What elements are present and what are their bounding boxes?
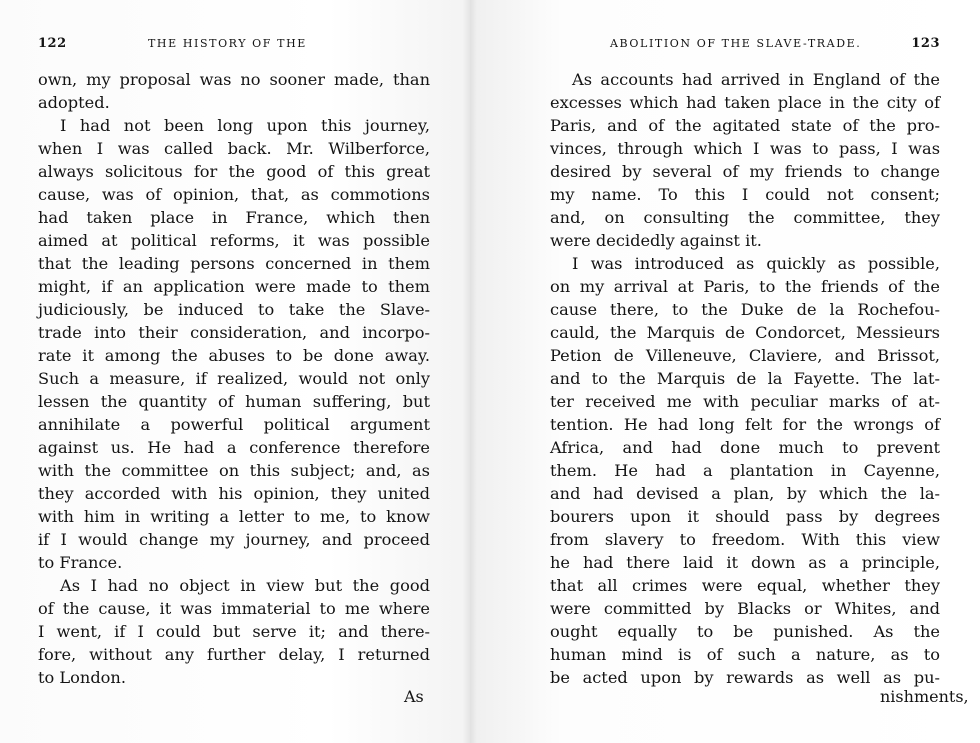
text-line: from slavery to freedom. With this view — [550, 530, 940, 549]
left-catchword: As — [404, 687, 424, 706]
text-line: annihilate a powerful political argument — [38, 415, 430, 434]
left-running-head: THE HISTORY OF THE — [148, 37, 307, 50]
book-gutter — [463, 0, 477, 743]
text-line: human mind is of such a nature, as to — [550, 645, 940, 664]
text-line: were committed by Blacks or Whites, and — [550, 599, 940, 618]
text-line: of the cause, it was immaterial to me where — [38, 599, 430, 618]
text-line: Africa, and had done much to prevent — [550, 438, 940, 457]
left-page-header — [38, 36, 433, 54]
left-page-text — [38, 68, 430, 689]
left-page-number: 122 — [38, 36, 67, 51]
text-line: against us. He had a conference therefore — [38, 438, 430, 457]
text-line: trade into their consideration, and incorpo- — [38, 323, 430, 342]
text-line: my name. To this I could not consent; — [550, 185, 940, 204]
right-running-head: ABOLITION OF THE SLAVE-TRADE. — [610, 37, 862, 50]
text-line: ter received me with peculiar marks of at- — [550, 392, 940, 411]
right-page-number: 123 — [911, 36, 940, 51]
text-line: them. He had a plantation in Cayenne, — [550, 461, 940, 480]
text-line: adopted. — [38, 93, 110, 112]
text-line: Petion de Villeneuve, Claviere, and Brissot, — [550, 346, 940, 365]
text-line: if I would change my journey, and proceed — [38, 530, 430, 549]
text-line: when I was called back. Mr. Wilberforce, — [38, 139, 430, 158]
right-page — [470, 0, 980, 743]
text-line: and to the Marquis de la Fayette. The lat- — [550, 369, 940, 388]
text-line: to France. — [38, 553, 123, 572]
text-line: always solicitous for the good of this great — [38, 162, 430, 181]
text-line: As I had no object in view but the good — [60, 576, 430, 595]
right-catchword: nishments, — [880, 687, 969, 706]
text-line: fore, without any further delay, I returned — [38, 645, 430, 664]
text-line: I had not been long upon this journey, — [60, 116, 430, 135]
text-line: cause, was of opinion, that, as commotions — [38, 185, 430, 204]
text-line: vinces, through which I was to pass, I was — [550, 139, 940, 158]
text-line: be acted upon by rewards as well as pu- — [550, 668, 940, 687]
text-line: rate it among the abuses to be done away. — [38, 346, 430, 365]
text-line: with the committee on this subject; and, as — [38, 461, 430, 480]
text-line: aimed at political reforms, it was possible — [38, 231, 430, 250]
text-line: As accounts had arrived in England of the — [572, 70, 940, 89]
text-line: ought equally to be punished. As the — [550, 622, 940, 641]
text-line: excesses which had taken place in the city of — [550, 93, 940, 112]
text-line: that the leading persons concerned in them — [38, 254, 430, 273]
left-page — [0, 0, 470, 743]
text-line: bourers upon it should pass by degrees — [550, 507, 940, 526]
text-line: he had there laid it down as a principle, — [550, 553, 940, 572]
right-page-header — [610, 36, 940, 54]
text-line: cauld, the Marquis de Condorcet, Messieurs — [550, 323, 940, 342]
text-line: Such a measure, if realized, would not only — [38, 369, 430, 388]
text-line: and, on consulting the committee, they — [550, 208, 940, 227]
text-line: on my arrival at Paris, to the friends of the — [550, 277, 940, 296]
text-line: and had devised a plan, by which the la- — [550, 484, 940, 503]
text-line: desired by several of my friends to change — [550, 162, 940, 181]
text-line: had taken place in France, which then — [38, 208, 430, 227]
text-line: that all crimes were equal, whether they — [550, 576, 940, 595]
text-line: I was introduced as quickly as possible, — [572, 254, 940, 273]
text-line: tention. He had long felt for the wrongs of — [550, 415, 940, 434]
text-line: they accorded with his opinion, they united — [38, 484, 430, 503]
text-line: to London. — [38, 668, 126, 687]
text-line: cause there, to the Duke de la Rochefou- — [550, 300, 940, 319]
text-line: might, if an application were made to them — [38, 277, 430, 296]
text-line: own, my proposal was no sooner made, than — [38, 70, 430, 89]
text-line: were decidedly against it. — [550, 231, 762, 250]
text-line: Paris, and of the agitated state of the pro- — [550, 116, 940, 135]
text-line: judiciously, be induced to take the Slave- — [38, 300, 430, 319]
text-line: lessen the quantity of human suffering, but — [38, 392, 430, 411]
text-line: I went, if I could but serve it; and there- — [38, 622, 430, 641]
text-line: with him in writing a letter to me, to know — [38, 507, 430, 526]
right-page-text — [550, 68, 940, 689]
